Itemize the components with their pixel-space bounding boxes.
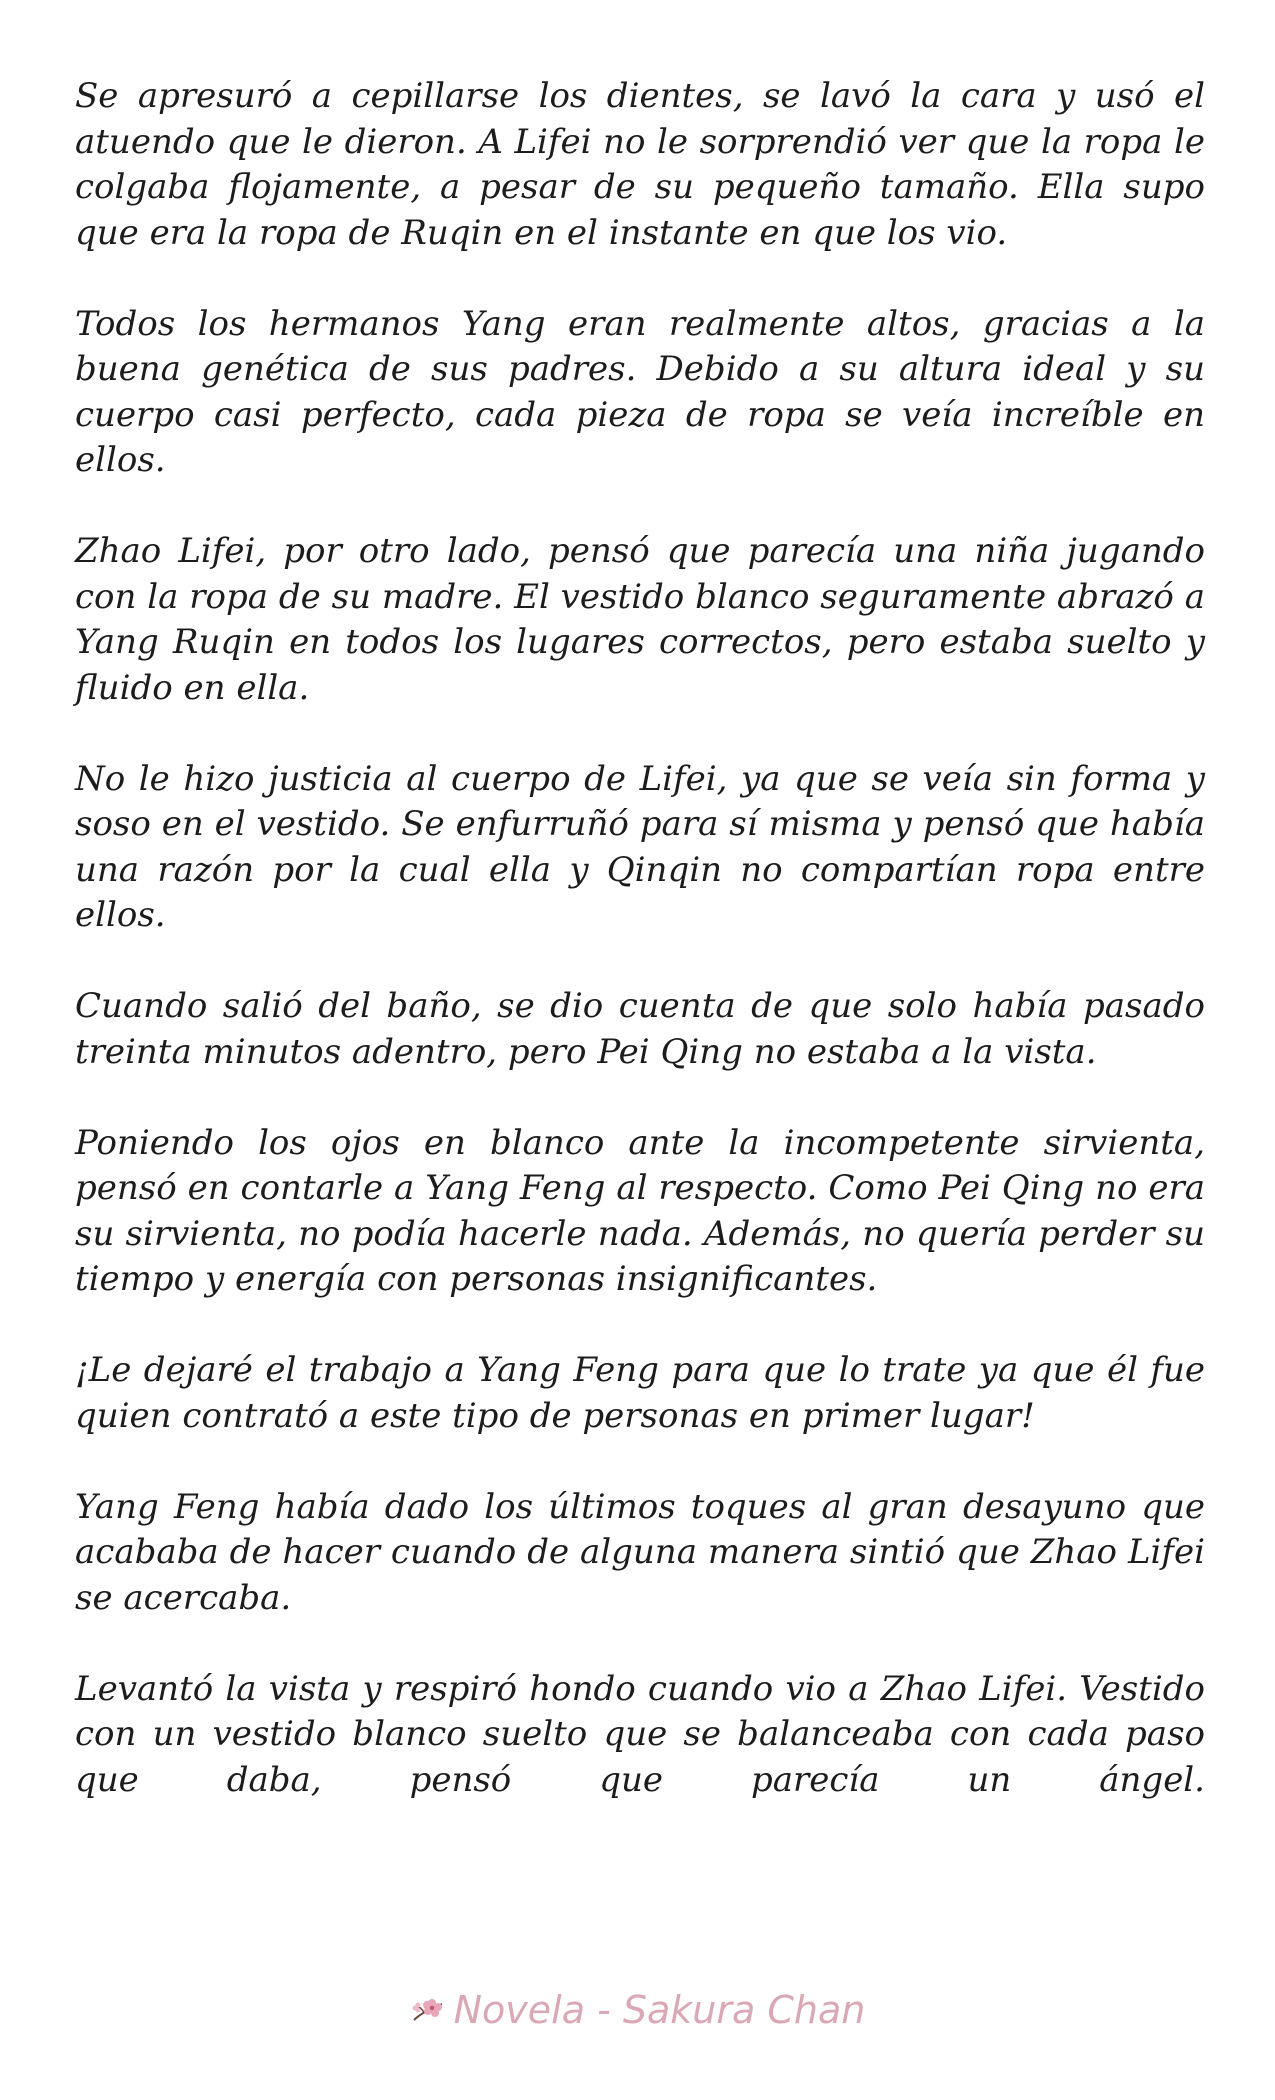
paragraph: Todos los hermanos Yang eran realmente altos, gracias a la buena genética de sus padres. Debido a su altura ideal y su cuerpo casi perfecto, cada pieza de ropa se veía increíble en ellos. [75,303,1205,480]
paragraph: Yang Feng había dado los últimos toques al gran desayuno que acababa de hacer cuando de alguna manera sintió que Zhao Lifei se acercaba. [75,1486,1205,1618]
watermark-text: Novela - Sakura Chan [453,1988,866,2032]
paragraph: Zhao Lifei, por otro lado, pensó que parecía una niña jugando con la ropa de su madre. El vestido blanco seguramente abrazó a Yang Ruqin en todos los lugares correctos, pero estaba suelto y fluido en ella. [75,531,1205,708]
cherry-blossom-icon [410,1994,446,2026]
paragraph: Poniendo los ojos en blanco ante la incompetente sirvienta, pensó en contarle a Yang Feng al respecto. Como Pei Qing no era su sirvienta, no podía hacerle nada. Además, no quería perder su tiempo y energía con personas insignificantes. [75,1122,1205,1299]
paragraph: ¡Le dejaré el trabajo a Yang Feng para que lo trate ya que él fue quien contrató a este tipo de personas en primer lugar! [75,1350,1205,1436]
paragraph: No le hizo justicia al cuerpo de Lifei, ya que se veía sin forma y soso en el vestido. Se enfurruñó para sí misma y pensó que había una razón por la cual ella y Qinqin no compartían ropa entre ellos. [75,758,1205,935]
watermark [0,1988,1275,2032]
text-body [75,74,1205,1803]
paragraph: Levantó la vista y respiró hondo cuando vio a Zhao Lifei. Vestido con un vestido blanco suelto que se balanceaba con cada paso que daba, pensó que parecía un ángel. [75,1668,1205,1800]
paragraph: Cuando salió del baño, se dio cuenta de que solo había pasado treinta minutos adentro, pero Pei Qing no estaba a la vista. [75,986,1205,1072]
paragraph: Se apresuró a cepillarse los dientes, se lavó la cara y usó el atuendo que le dieron. A Lifei no le sorprendió ver que la ropa le colgaba flojamente, a pesar de su pequeño tamaño. Ella supo que era la ropa de Ruqin en el instante en que los vio. [75,76,1205,253]
